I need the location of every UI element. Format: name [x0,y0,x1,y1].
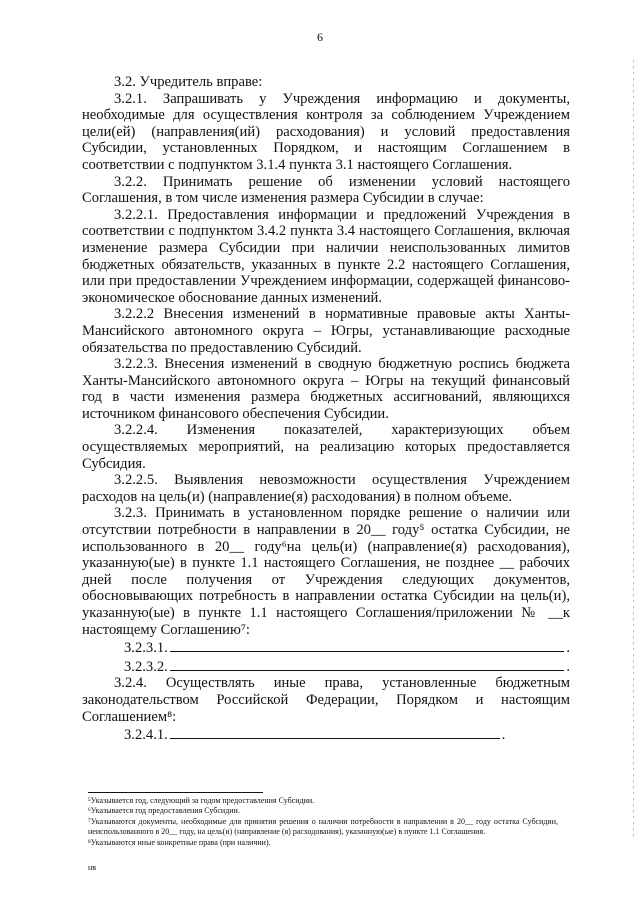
blank-line [170,638,565,652]
paragraph-3-2-2-1: 3.2.2.1. Предоставления информации и предложений Учреждения в соответствии с подпунктом 3.4.2 пункта 3.4 настоящего Соглашения, включая изменение размера Субсидии при наличии неиспользованных лимитов бюджетных обязательств, указанных в пункте 2.2 настоящего Соглашения, или при предоставлении Учреждением информации, содержащей финансово-экономическое обоснование данных изменений. [82,206,570,306]
fill-line-3-2-4-1: 3.2.4.1. . [124,727,506,744]
blank-line [170,657,565,671]
fill-label: 3.2.3.2. [124,658,168,675]
paragraph-3-2-2-2: 3.2.2.2 Внесения изменений в нормативные правовые акты Ханты-Мансийского автономного округа – Югры, устанавливающие расходные обязательства по предоставлению Субсидий. [82,306,570,356]
document-body [82,74,570,744]
footnote-5: ⁵Указывается год, следующий за годом предоставления Субсидии. [88,796,315,805]
paragraph-3-2-2-3: 3.2.2.3. Внесения изменений в сводную бюджетную роспись бюджета Ханты-Мансийского автономного округа – Югры на текущий финансовый год в части изменения размера бюджетных ассигнований, являющихся источником финансового обеспечения Субсидии. [82,356,570,422]
paragraph-3-2-3: 3.2.3. Принимать в установленном порядке решение о наличии или отсутствии потребности в направлении в 20__ году⁵ остатка Субсидии, не использованного в 20__ году⁶на цель(и) (направление(я) расходования), указанную(ые) в пункте 1.1 настоящего Соглашения, не позднее __ рабочих дней после получения от Учреждения следующих документов, обосновывающих потребность в направлении остатка Субсидии на цель(и), указанную(ые) в пункте 1.1 настоящего Соглашения/приложении № __к настоящему Соглашению⁷: [82,505,570,638]
footnote-7: ⁷Указываются документы, необходимые для принятия решения о наличии потребности в направлении в 20__ году остатка Субсидии, неиспользованного в 20__ году, на цель(и) (направление (я) расходования), указанную(ые) в пункте 1.1 Соглашения. [88,816,558,837]
fill-line-3-2-3-1: 3.2.3.1. . [124,640,570,657]
page-number: 6 [317,30,323,44]
paragraph-3-2-2-4: 3.2.2.4. Изменения показателей, характеризующих объем осуществляемых мероприятий, на реализацию которых предоставляется Субсидия. [82,422,570,472]
paragraph-3-2: 3.2. Учредитель вправе: [114,74,263,90]
footnote-6: ⁶Указывается год предоставления Субсидии. [88,806,240,816]
footer-code: нв [88,863,97,872]
paragraph-3-2-4: 3.2.4. Осуществлять иные права, установленные бюджетным законодательством Российской Федерации, Порядком и настоящим Соглашением⁸: [82,675,570,725]
fill-line-3-2-3-2: 3.2.3.2. . [124,658,570,675]
paragraph-3-2-2-5: 3.2.2.5. Выявления невозможности осуществления Учреждением расходов на цель(и) (направление(я) расходования) в полном объеме. [82,472,570,505]
footnote-divider [88,792,263,793]
fill-label: 3.2.3.1. [124,640,168,657]
paragraph-3-2-1: 3.2.1. Запрашивать у Учреждения информацию и документы, необходимые для осуществления контроля за соблюдением Учреждением цели(ей) (направления(ий) расходования) и условий предоставления Субсидии, установленных Порядком, и настоящим Соглашением в соответствии с подпунктом 3.1.4 пункта 3.1 настоящего Соглашения. [82,90,570,173]
footnotes [88,796,558,848]
footnote-8: ⁸Указываются иные конкретные права (при наличии). [88,837,271,847]
paragraph-3-2-2: 3.2.2. Принимать решение об изменении условий настоящего Соглашения, в том числе изменения размера Субсидии в случае: [82,173,570,207]
blank-line [170,725,500,739]
scan-edge-mark [633,60,634,840]
fill-label: 3.2.4.1. [124,727,168,744]
